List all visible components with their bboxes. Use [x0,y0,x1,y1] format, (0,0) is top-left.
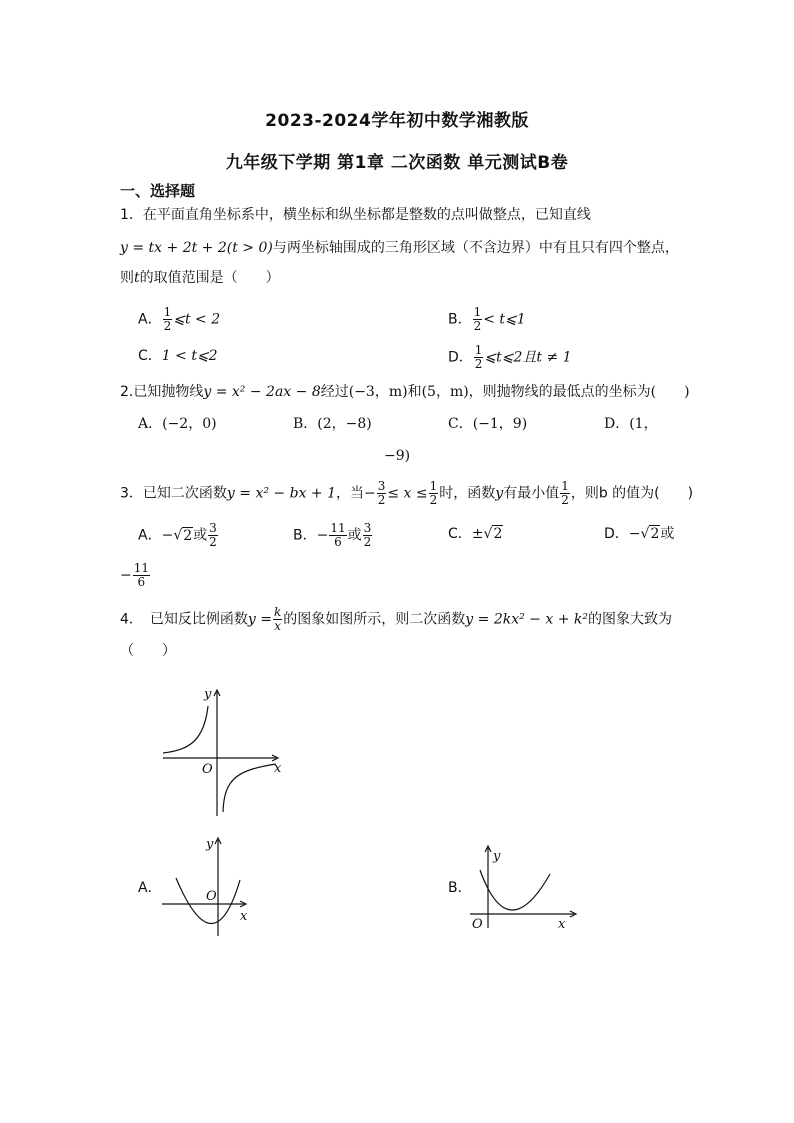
frac-den: 2 [363,535,372,549]
option-label: D． [604,526,629,542]
q2-text-b: 经过(−3，m)和(5，m)，则抛物线的最低点的坐标为( ) [320,384,690,400]
q3-text-a: 3．已知二次函数 [120,485,227,502]
frac-den: 2 [474,357,483,371]
q4-option-a-graph [158,832,258,940]
option-text: ⩽t⩽2且t ≠ 1 [484,349,572,366]
q1-text-line3b: 的取值范围是（ ） [139,270,280,286]
or: 或 [660,526,675,542]
frac-num: 3 [377,479,386,493]
option-label: C． [138,348,162,364]
q1-var-t: t [134,270,140,286]
radicand: 2 [183,527,193,544]
origin-label: O [202,762,213,777]
frac-den: 6 [334,535,342,549]
frac-num: 11 [133,561,150,575]
q4-text-c: 的图象大致为 [588,611,672,628]
q1-line2 [120,238,679,258]
frac-num: 3 [363,521,372,535]
q2-text-a: 2.已知抛物线 [120,384,204,400]
frac-num: 1 [163,305,172,319]
option-label: A． [138,311,162,328]
doc-title-line1: 2023-2024学年初中数学湘教版 [265,111,529,131]
q2-option-b[interactable]: B．(2，−8) [293,416,372,432]
q4-option-a[interactable]: A． [138,880,162,896]
origin-label: O [472,917,483,932]
radicand: 2 [493,526,503,542]
q1-text-line1: 在平面直角坐标系中，横坐标和纵坐标都是整数的点叫做整点，已知直线 [142,207,591,223]
q3-text-c: 时，函数 [439,485,496,502]
frac-num: 1 [474,343,483,357]
frac-num: 1 [473,305,482,319]
q2-option-d[interactable]: D．(1， [604,416,658,432]
option-label: C． [448,526,472,542]
frac-den: 2 [473,319,482,333]
option-label: A． [138,527,162,544]
q1-line3 [120,268,280,288]
hyperbola-branch-left [163,706,208,753]
frac-num: 1 [429,479,438,493]
fraction [273,606,282,633]
q4-answer-paren: （ ） [120,643,176,659]
q4-text-a: 4． 已知反比例函数 [120,611,248,628]
q3-var-y: y [495,485,504,502]
minus: − [120,567,132,584]
q3-text-d: 有最小值 [503,485,560,502]
q4-equation: y = 2kx² − x + k² [465,611,588,628]
q3-text-b: ，当 [336,485,364,502]
fraction [473,306,483,333]
q3-option-d[interactable] [604,524,674,544]
x-axis-label: x [240,909,248,924]
q1-option-d[interactable] [448,344,572,371]
fraction [377,480,387,507]
fraction [133,562,150,589]
q4-option-b-graph [466,840,586,932]
frac-den: 2 [429,493,438,507]
radicand: 2 [650,526,660,542]
q2-option-a[interactable]: A．(−2，0) [138,416,217,432]
q2-stem [120,382,690,402]
frac-den: 2 [377,493,386,507]
q4-text-b: 的图象如图所示，则二次函数 [283,611,466,628]
option-label: B． [293,527,317,544]
frac-den: 2 [209,535,217,549]
fraction [329,522,346,549]
frac-num: k [274,605,282,619]
fraction [560,480,570,507]
q4-eq-lhs: y = [247,611,273,628]
q1-option-a[interactable] [138,306,220,333]
q4-stem [120,606,672,633]
section-heading: 一、选择题 [120,182,196,200]
q2-option-c[interactable]: C．(−1，9) [448,416,528,432]
q4-option-b[interactable]: B． [448,880,472,896]
q3-minus: − [364,485,376,502]
frac-num: 3 [209,521,217,535]
option-text: 1 < t⩽2 [161,348,218,364]
origin-label: O [206,889,217,904]
q2-equation: y = x² − 2ax − 8 [203,384,321,400]
option-label: B． [448,311,472,328]
fraction [163,306,173,333]
q3-option-c[interactable] [448,524,503,544]
x-axis-label: x [558,917,566,932]
q3-option-a[interactable] [138,522,219,549]
q3-text-e: ，则b 的值为( ) [570,485,694,502]
doc-title-line2: 九年级下学期 第1章 二次函数 单元测试B卷 [225,153,569,173]
fraction [208,522,218,549]
x-axis-label: x [274,761,282,776]
frac-den: x [274,619,282,633]
minus: − [628,526,641,542]
q2-option-d-continued: −9) [384,448,411,464]
parabola-curve [480,870,550,910]
q1-equation: y = tx + 2t + 2(t > 0) [120,240,273,256]
y-axis-label: y [493,849,501,864]
q1-option-b[interactable] [448,306,526,333]
minus: − [316,527,329,544]
frac-num: 1 [561,479,569,493]
fraction [363,522,373,549]
q1-option-c[interactable] [138,346,218,366]
or: 或 [347,527,362,544]
fraction [474,344,484,371]
frac-den: 2 [163,319,172,333]
q1-text-line3a: 则 [120,270,134,286]
plus-minus: ± [471,526,484,542]
sqrt: √2 [640,526,660,542]
q3-condition: ≤ x ≤ [387,485,428,502]
frac-num: 11 [330,521,346,535]
q1-line1 [120,205,591,225]
q3-option-d-continued [120,562,151,589]
q3-option-b[interactable] [293,522,373,549]
frac-den: 2 [561,493,569,507]
hyperbola-branch-right [223,764,276,812]
option-text: < t⩽1 [483,311,526,328]
q3-equation: y = x² − bx + 1 [226,485,336,502]
or: 或 [193,527,208,544]
q1-number: 1． [120,207,143,223]
q1-text-line2: 与两坐标轴围成的三角形区域（不含边界）中有且只有四个整点， [272,240,679,256]
frac-den: 6 [137,575,146,589]
sqrt: √2 [173,527,193,544]
y-axis-label: y [206,837,214,852]
sqrt: √2 [483,526,503,542]
y-axis-label: y [204,687,212,702]
option-label: D． [448,349,473,366]
minus: − [161,527,174,544]
q3-stem [120,480,693,507]
option-text: ⩽t < 2 [173,311,221,328]
q4-hyperbola-figure [158,686,288,818]
fraction [429,480,439,507]
